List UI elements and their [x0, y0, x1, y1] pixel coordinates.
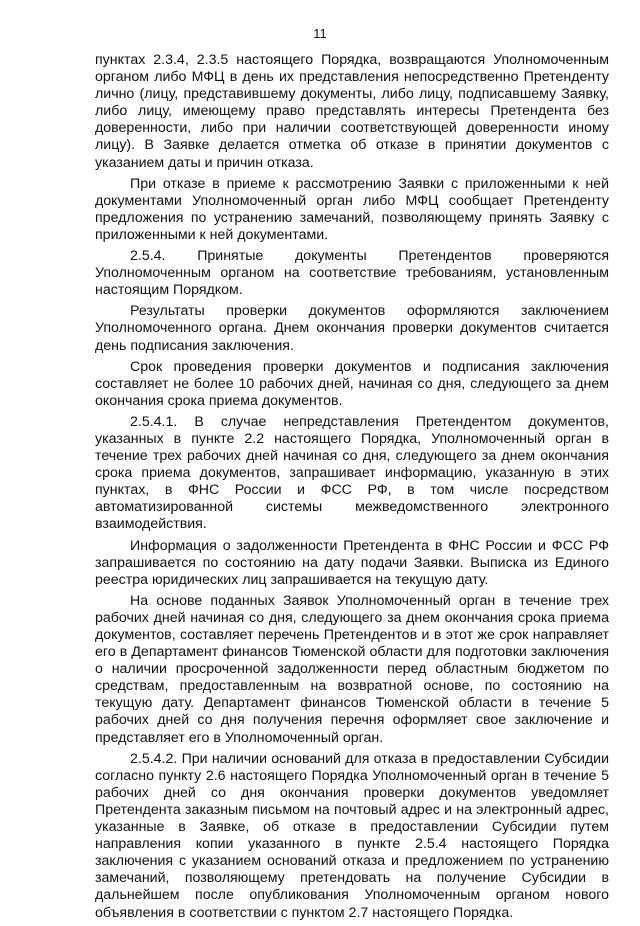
paragraph-continuation: пунктах 2.3.4, 2.3.5 настоящего Порядка, возвращаются Уполномоченным органом либо МФЦ в день их представления непосредственно Претенденту лично (лицу, представившему документы, либо лицу, подписавшему Заявку, либо лицу, имеющему право представлять интересы Претендента без доверенности, либо при наличии соответствующей доверенности иному лицу). В Заявке делается отметка об отказе в принятии документов с указанием даты и причин отказа. [95, 52, 609, 171]
paragraph-2-5-4-2: 2.5.4.2. При наличии оснований для отказа в предоставлении Субсидии согласно пункту 2.6 настоящего Порядка Уполномоченный орган в течение 5 рабочих дней со дня окончания проверки документов уведомляет Претендента заказным письмом на почтовый адрес и на электронный адрес, указанные в Заявке, об отказе в предоставлении Субсидии путем направления копии указанного в пункте 2.5.4 настоящего Порядка заключения с указанием оснований отказа и предложением по устранению замечаний, позволяющему претендовать на получение Субсидии в дальнейшем после опубликования Уполномоченным органом нового объявления в соответствии с пунктом 2.7 настоящего Порядка. [95, 750, 609, 921]
document-body [95, 52, 609, 926]
paragraph-applicants-list: На основе поданных Заявок Уполномоченный орган в течение трех рабочих дней начиная со дня, следующего за днем окончания срока приема документов, составляет перечень Претендентов и в этот же срок направляет его в Департамент финансов Тюменской области для подготовки заключения о наличии просроченной задолженности перед областным бюджетом по средствам, предоставленным на возвратной основе, по состоянию на текущую дату. Департамент финансов Тюменской области в течение 5 рабочих дней со дня получения перечня оформляет свое заключение и представляет его в Уполномоченный орган. [95, 592, 609, 746]
paragraph-check-results: Результаты проверки документов оформляются заключением Уполномоченного органа. Днем окончания проверки документов считается день подписания заключения. [95, 303, 609, 354]
paragraph-debt-info: Информация о задолженности Претендента в ФНС России и ФСС РФ запрашивается по состоянию на дату подачи Заявки. Выписка из Единого реестра юридических лиц запрашивается на текущую дату. [95, 537, 609, 588]
paragraph-2-5-4-1: 2.5.4.1. В случае непредставления Претендентом документов, указанных в пункте 2.2 настоящего Порядка, Уполномоченный орган в течение трех рабочих дней начиная со дня, следующего за днем окончания срока приема документов, запрашивает информацию, указанную в этих пунктах, в ФНС России и ФСС РФ, в том числе посредством автоматизированной системы межведомственного электронного взаимодействия. [95, 413, 609, 533]
page-number: 11 [313, 26, 327, 41]
paragraph-check-period: Срок проведения проверки документов и подписания заключения составляет не более 10 рабочих дней, начиная со дня, следующего за днем окончания срока приема документов. [95, 358, 609, 409]
paragraph-refusal-notice: При отказе в приеме к рассмотрению Заявки с приложенными к ней документами Уполномоченный орган либо МФЦ сообщает Претенденту предложения по устранению замечаний, позволяющему принять Заявку с приложенными к ней документами. [95, 175, 609, 243]
paragraph-2-5-4: 2.5.4. Принятые документы Претендентов проверяются Уполномоченным органом на соответствие требованиям, установленным настоящим Порядком. [95, 248, 609, 299]
